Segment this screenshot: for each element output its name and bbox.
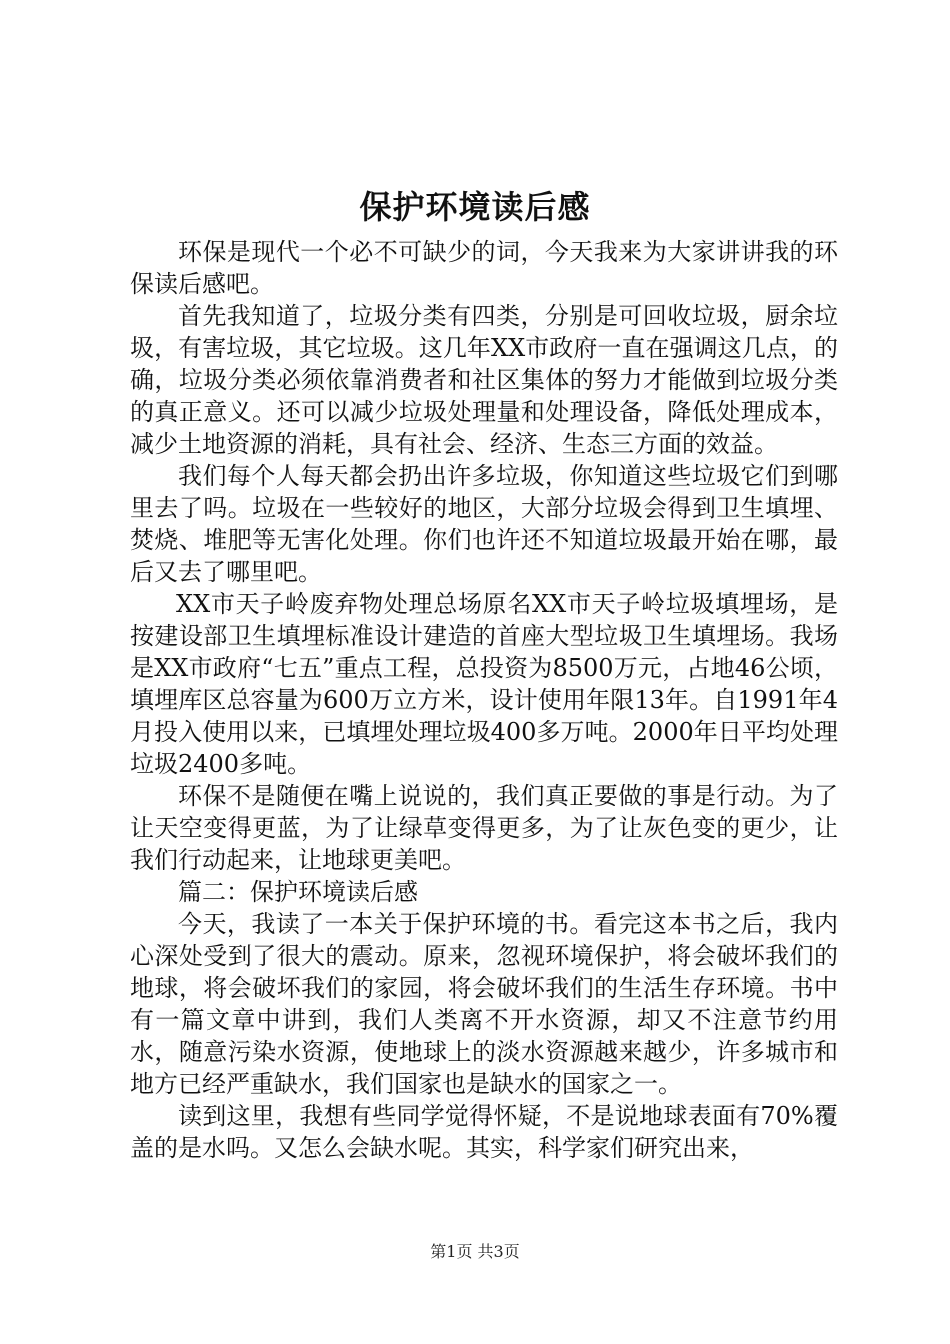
paragraph-action: 环保不是随便在嘴上说说的，我们真正要做的事是行动。为了让天空变得更蓝，为了让绿草变得更多，为了让灰色变的更少，让我们行动起来，让地球更美吧。 <box>130 782 838 874</box>
document-body <box>130 236 838 1164</box>
paragraph-intro: 环保是现代一个必不可缺少的词，今天我来为大家讲讲我的环保读后感吧。 <box>130 238 838 298</box>
paragraph-water-doubt: 读到这里，我想有些同学觉得怀疑，不是说地球表面有70%覆盖的是水吗。又怎么会缺水呢。其实，科学家们研究出来， <box>130 1102 838 1162</box>
section-heading-part-two: 篇二：保护环境读后感 <box>178 878 418 906</box>
paragraph-garbage-destination: 我们每个人每天都会扔出许多垃圾，你知道这些垃圾它们到哪里去了吗。垃圾在一些较好的地区，大部分垃圾会得到卫生填埋、焚烧、堆肥等无害化处理。你们也许还不知道垃圾最开始在哪，最后又去了哪里吧。 <box>130 462 838 586</box>
page-number-footer: 第1页 共3页 <box>430 1242 520 1261</box>
paragraph-landfill: XX市天子岭废弃物处理总场原名XX市天子岭垃圾填埋场，是按建设部卫生填埋标准设计建造的首座大型垃圾卫生填埋场。我场是XX市政府“七五”重点工程，总投资为8500万元，占地46公顷，填埋库区总容量为600万立方米，设计使用年限13年。自1991年4月投入使用以来，已填埋处理垃圾400多万吨。2000年日平均处理垃圾2400多吨。 <box>130 590 838 778</box>
document-title: 保护环境读后感 <box>359 188 591 226</box>
paragraph-book-reading: 今天，我读了一本关于保护环境的书。看完这本书之后，我内心深处受到了很大的震动。原来，忽视环境保护，将会破坏我们的地球，将会破坏我们的家园，将会破坏我们的生活生存环境。书中有一篇文章中讲到，我们人类离不开水资源，却又不注意节约用水，随意污染水资源，使地球上的淡水资源越来越少，许多城市和地方已经严重缺水，我们国家也是缺水的国家之一。 <box>130 910 838 1098</box>
paragraph-garbage-sorting: 首先我知道了，垃圾分类有四类，分别是可回收垃圾，厨余垃圾，有害垃圾，其它垃圾。这几年XX市政府一直在强调这几点，的确，垃圾分类必须依靠消费者和社区集体的努力才能做到垃圾分类的真正意义。还可以减少垃圾处理量和处理设备，降低处理成本，减少土地资源的消耗，具有社会、经济、生态三方面的效益。 <box>130 302 838 458</box>
